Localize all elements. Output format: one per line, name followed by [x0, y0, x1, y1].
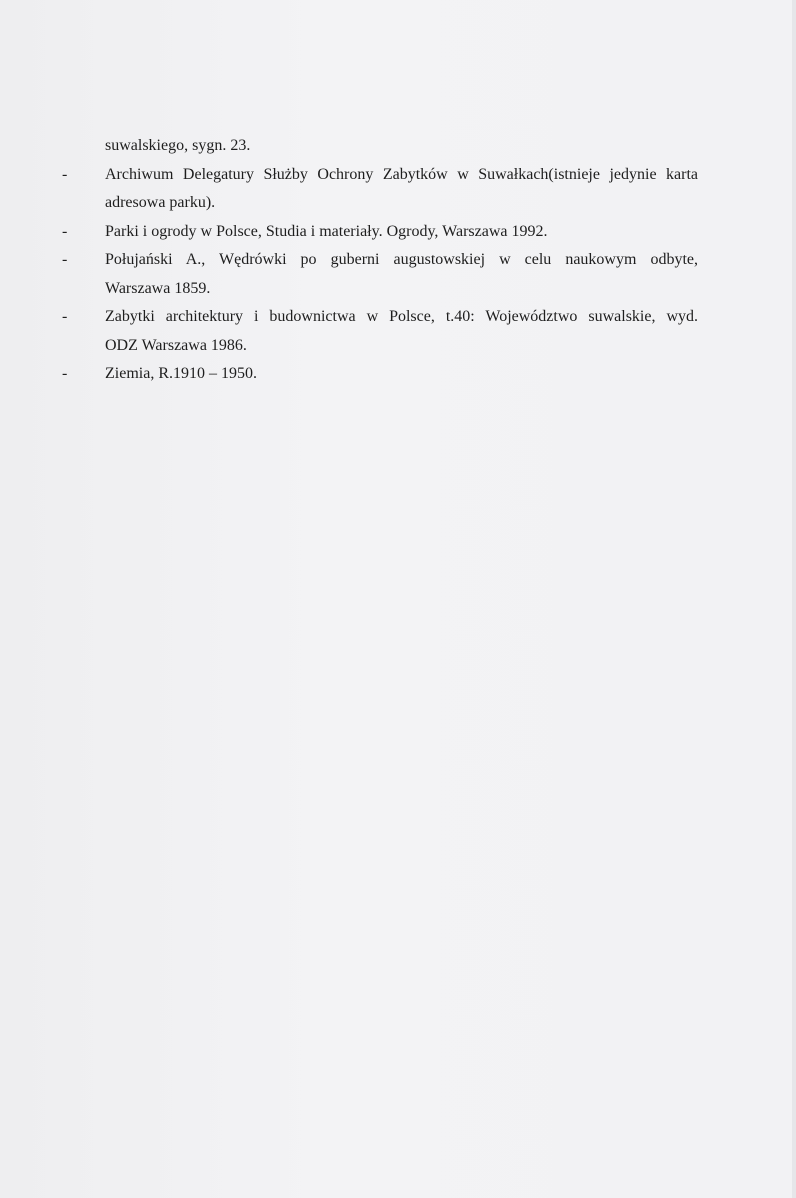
bibliography-entry [62, 161, 702, 218]
entry-text: Warszawa 1859. [105, 279, 211, 297]
list-dash: - [62, 165, 68, 183]
entry-text: Archiwum Delegatury Służby Ochrony Zabytków w Suwałkach(istnieje jedynie karta [105, 165, 698, 183]
entry-text: adresowa parku). [105, 194, 216, 211]
entry-text: Zabytki architektury i budownictwa w Polsce, t.40: Województwo suwalskie, wyd. [105, 308, 698, 325]
entry-text: Ziemia, R.1910 – 1950. [105, 365, 257, 382]
bibliography-entry [62, 246, 702, 303]
entry-text: Połujański A., Wędrówki po guberni augustowskiej w celu naukowym odbyte, [105, 251, 698, 268]
bibliography-entry [62, 218, 702, 247]
bibliography-entry [62, 303, 702, 360]
entry-text: ODZ Warszawa 1986. [105, 336, 247, 354]
bibliography-entry [62, 360, 702, 389]
entry-text: Parki i ogrody w Polsce, Studia i materiały. Ogrody, Warszawa 1992. [105, 222, 548, 240]
list-dash: - [62, 222, 68, 240]
page-edge [792, 0, 796, 1198]
list-dash: - [62, 365, 68, 382]
list-dash: - [62, 251, 68, 268]
list-dash: - [62, 308, 68, 325]
bibliography-list [62, 132, 702, 389]
line-text: suwalskiego, sygn. 23. [105, 137, 251, 154]
continuation-line [62, 132, 702, 161]
